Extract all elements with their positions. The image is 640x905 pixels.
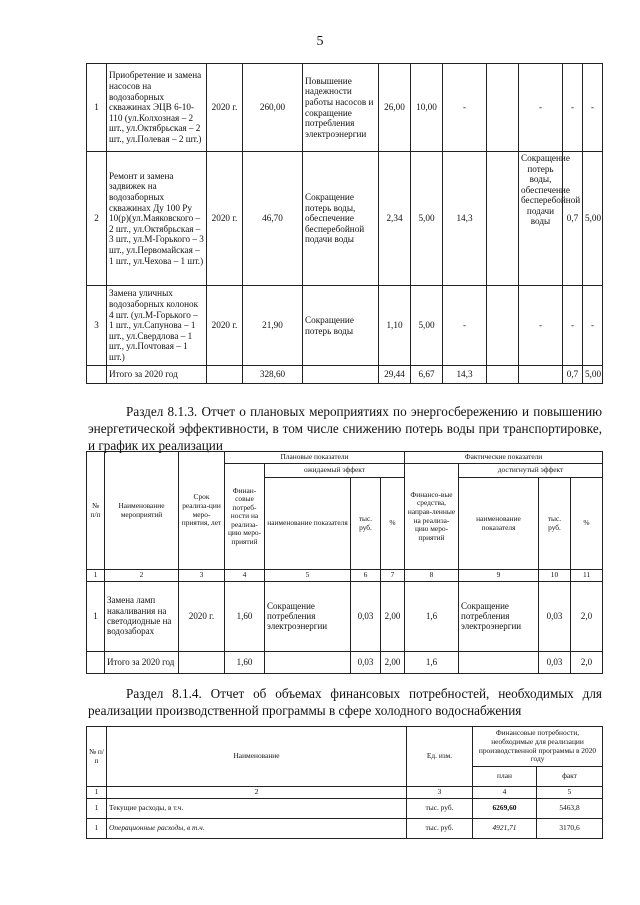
table-row: 3 Замена уличных водозаборных колонок 4 шт. (ул.М-Горького – 1 шт., ул.Сапунова – 1 шт., ул.Свердлова – 1 шт., ул.Почтовая – 1 шт.) 2020 г. 21,90 Сокращение потерь воды 1,10 5,00 - - - - — [87, 286, 603, 366]
table-row: 1 Приобретение и замена насосов на водозаборных скважинах ЭЦВ 6-10-110 (ул.Колхозная – 2 шт., ул.Октябрьская – 2 шт., ул.Полевая – 2 шт.) 2020 г. 260,00 Повышение надежности работы насосов и сокращение потребления электроэнергии 26,00 10,00 - - - - — [87, 64, 603, 152]
table-row: 2 Ремонт и замена задвижек на водозаборных скважинах Ду 100 Ру 10(р)(ул.Маяковского – 2 шт., ул.Октябрьская – 3 шт., ул.М-Горького – 3 шт., ул.Первомайская – 1 шт., ул.Чехова – 1 шт.) 2020 г. 46,70 Сокращение потерь воды, обеспечение бесперебойной подачи воды 2,34 5,00 14,3 Сокращение потерь воды, обеспечение бесперебойной подачи воды 0,7 5,00 — [87, 152, 603, 286]
table-row: 1 Текущие расходы, в т.ч. тыс. руб. 6269,60 5463,8 — [87, 798, 603, 818]
header-row: № п/п Наименование мероприятий Срок реализа-ции меро-приятия, лет Плановые показатели Фактические показатели — [87, 452, 603, 464]
table-total-row: Итого за 2020 год 328,60 29,44 6,67 14,3 0,7 5,00 — [87, 366, 603, 384]
header-row: план факт — [87, 767, 603, 787]
energy-saving-table — [86, 451, 603, 674]
section-heading-8-1-3: Раздел 8.1.3. Отчет о плановых мероприятиях по энергосбережению и повышению энергетической эффективности, в том числе снижению потерь воды при транспортировке, и график их реализации — [88, 404, 602, 453]
header-row: Финан-совые потреб-ности на реализа-цию меро-приятий ожидаемый эффект Финансо-вые средства, направ-ленные на реализа-цию меро-приятий достигнутый эффект — [87, 464, 603, 478]
header-row: наименование показателя тыс. руб. % наименование показателя тыс. руб. % — [87, 478, 603, 570]
financial-needs-table — [86, 726, 603, 839]
section-heading-8-1-4: Раздел 8.1.4. Отчет об объемах финансовых потребностей, необходимых для реализации производственной программы в сфере холодного водоснабжения — [88, 686, 602, 718]
page-number: 5 — [316, 34, 324, 49]
table-row: 1 Замена ламп накаливания на светодиодные на водозаборах 2020 г. 1,60 Сокращение потребления электроэнергии 0,03 2,00 1,6 Сокращение потребления электроэнергии 0,03 2,0 — [87, 581, 603, 651]
table-row: 1 Операционные расходы, в т.ч. тыс. руб. 4921,71 3170,6 — [87, 818, 603, 838]
column-numbers-row: 1 2 3 4 5 — [87, 787, 603, 799]
table-total-row: Итого за 2020 год 1,60 0,03 2,00 1,6 0,03 2,0 — [87, 651, 603, 673]
header-row: № п/п Наименование Ед. изм. Финансовые потребности, необходимые для реализации производственной программы в 2020 году — [87, 727, 603, 767]
measures-table-continuation — [86, 63, 603, 384]
column-numbers-row: 1 2 3 4 5 6 7 8 9 10 11 — [87, 570, 603, 582]
